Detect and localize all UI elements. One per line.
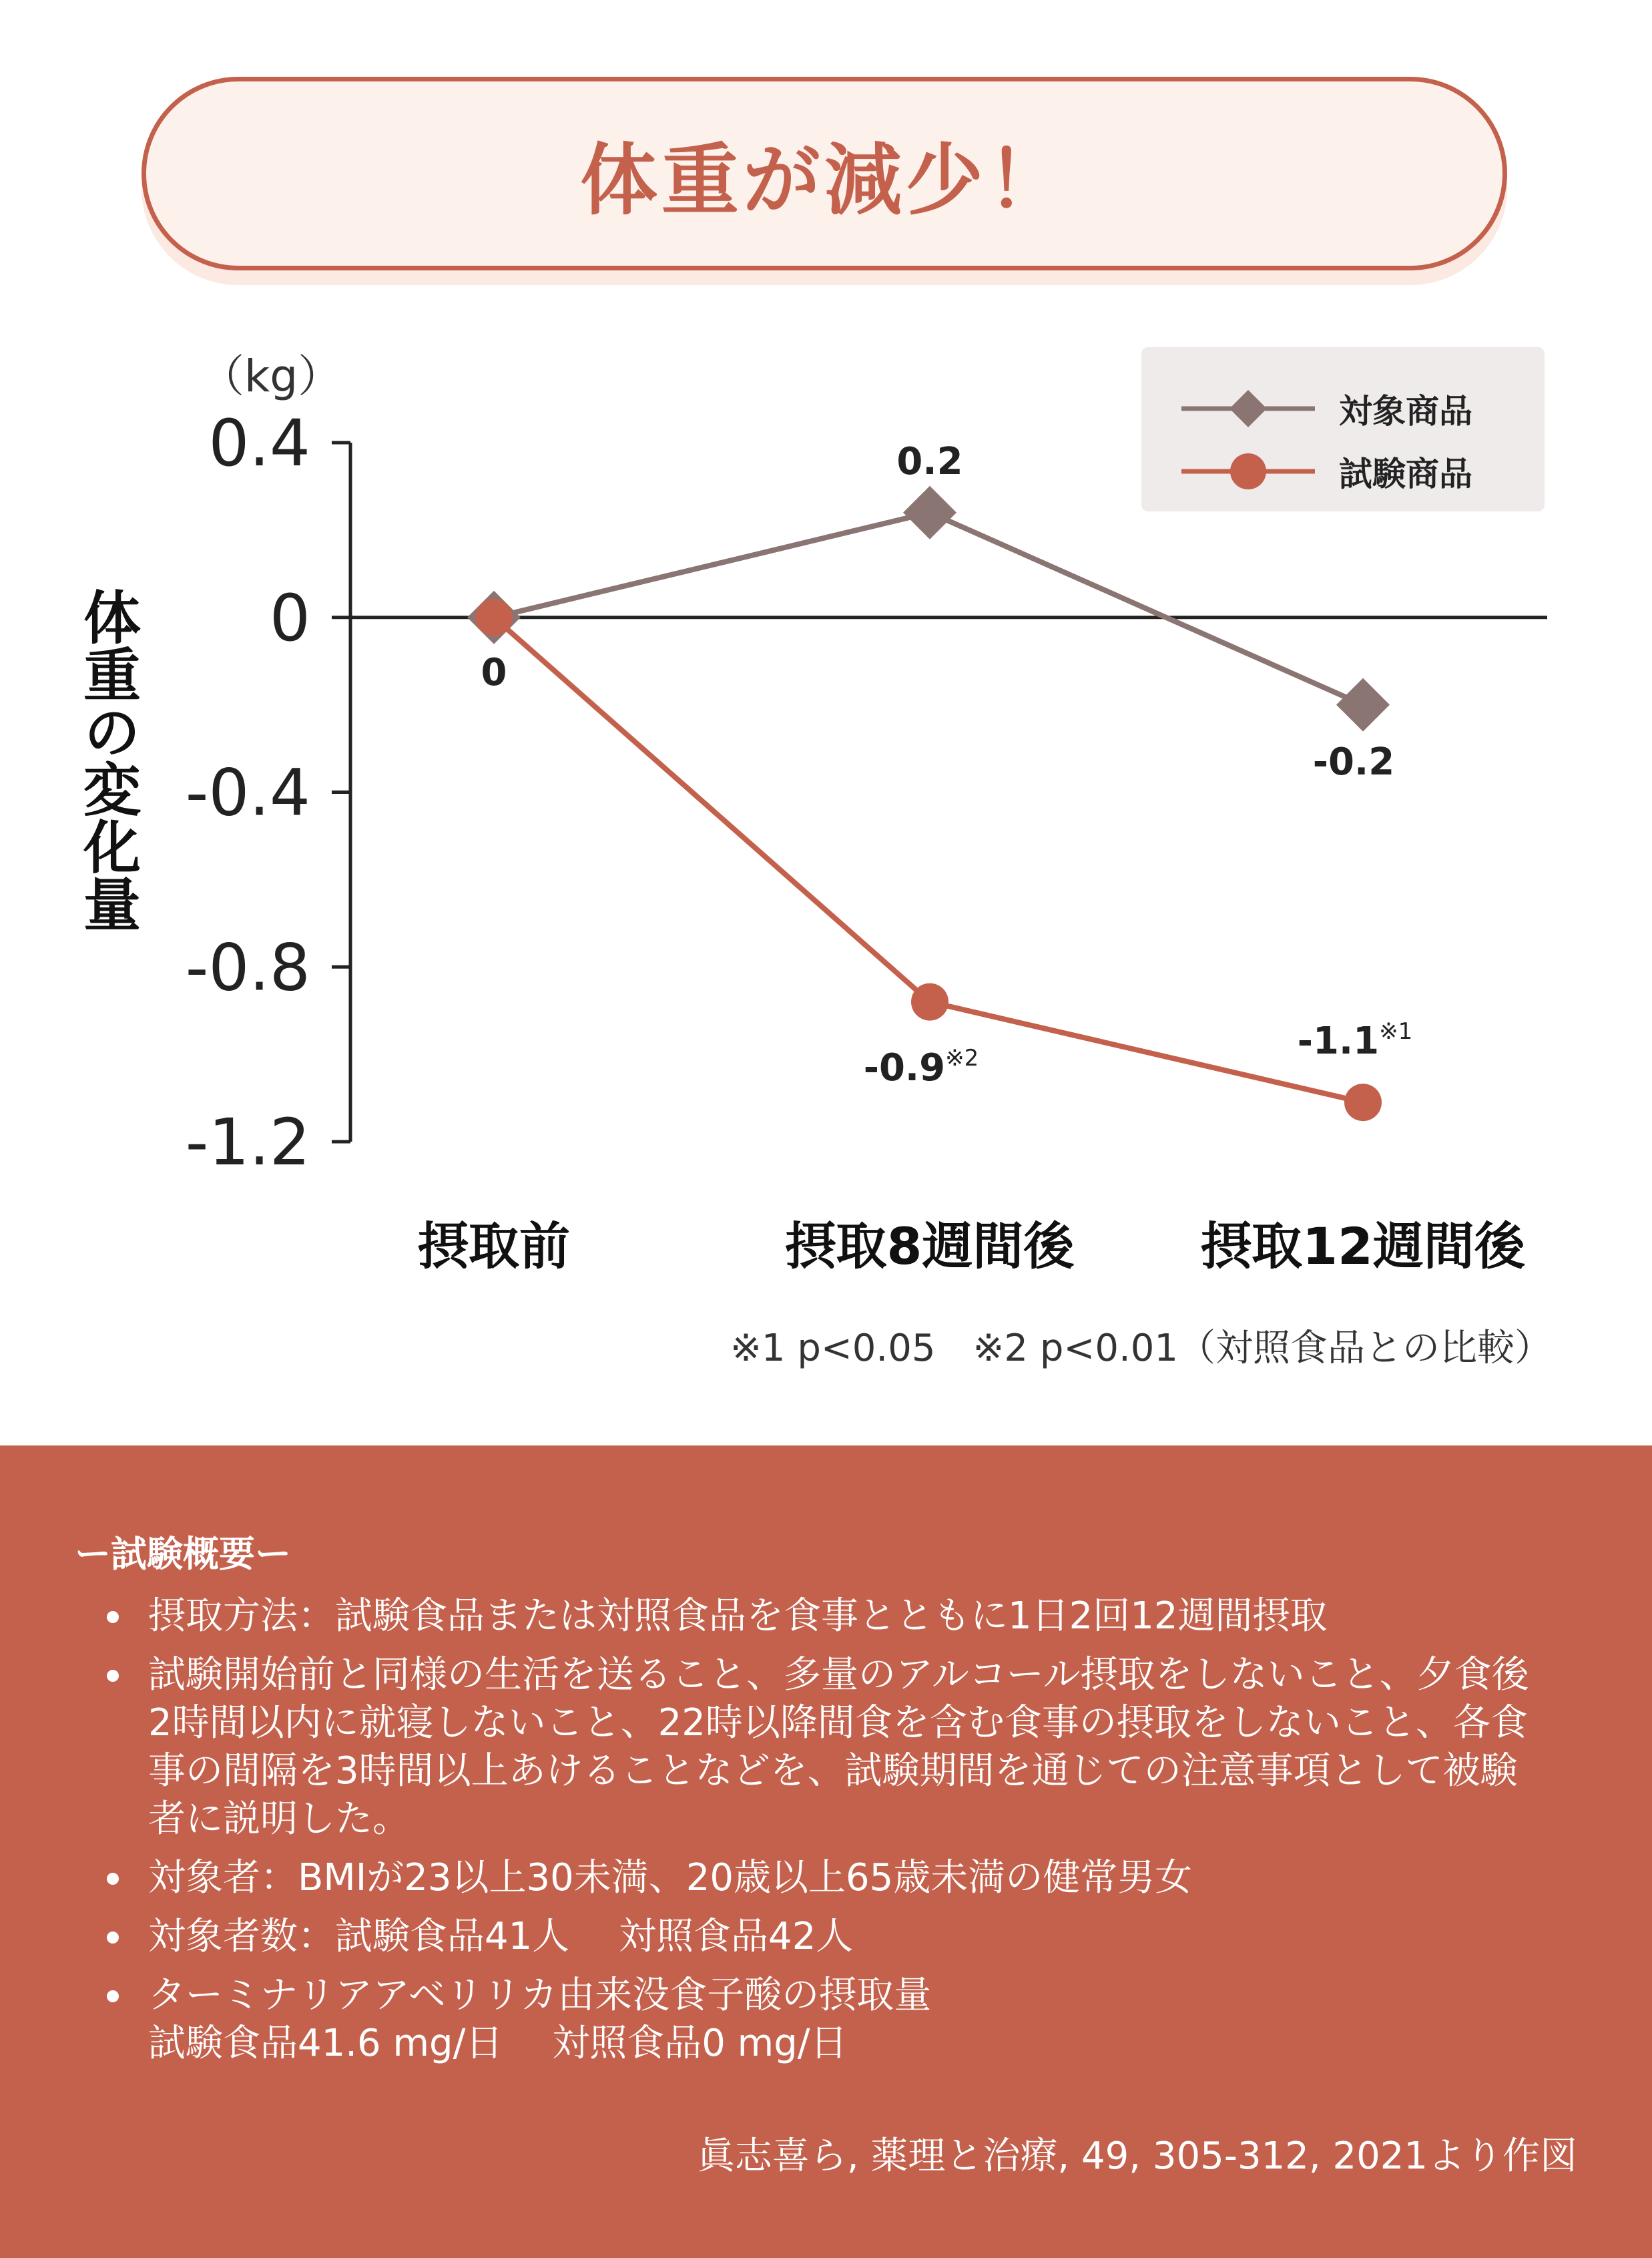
chart-legend bbox=[1141, 347, 1545, 511]
legend-label-test: 試験商品 bbox=[1339, 455, 1472, 493]
series-line-test bbox=[494, 618, 1363, 1102]
data-point-diamond bbox=[903, 486, 956, 539]
data-label: 0 bbox=[481, 651, 507, 694]
summary-item-line: 試験食品41.6 mg/日 対照食品0 mg/日 bbox=[148, 2022, 848, 2065]
y-tick-label: 0 bbox=[269, 580, 310, 656]
x-tick-label: 摂取8週間後 bbox=[785, 1216, 1075, 1276]
legend-item-test bbox=[1181, 451, 1472, 491]
y-tick-label: 0.4 bbox=[208, 406, 310, 481]
summary-item-line: 対象者：BMIが23以上30未満、20歳以上65歳未満の健常男女 bbox=[148, 1856, 1193, 1899]
data-label: -1.1$^{※1}$ bbox=[1297, 1018, 1413, 1063]
summary-item bbox=[107, 1972, 1595, 2068]
summary-item bbox=[107, 1651, 1595, 1843]
banner-title: 体重が減少！ bbox=[580, 135, 1069, 226]
series-line-control bbox=[494, 513, 1363, 705]
summary-item-line: 摂取方法：試験食品または対照食品を食事とともに1日2回12週間摂取 bbox=[148, 1594, 1328, 1638]
diamond-marker-icon bbox=[1181, 389, 1315, 429]
citation: 眞志喜ら, 薬理と治療, 49, 305-312, 2021より作図 bbox=[697, 2134, 1577, 2178]
y-axis-label: 体重の変化量 bbox=[73, 588, 140, 932]
data-point-circle bbox=[475, 599, 513, 636]
study-summary-panel bbox=[0, 1445, 1652, 2258]
significance-note: ※1 p<0.05 ※2 p<0.01（対照食品との比較） bbox=[730, 1327, 1552, 1370]
data-point-diamond bbox=[1336, 678, 1390, 732]
summary-list bbox=[107, 1592, 1595, 2078]
summary-item-line: 対象者数：試験食品41人 対照食品42人 bbox=[148, 1915, 854, 1958]
x-tick-label: 摂取12週間後 bbox=[1201, 1216, 1525, 1276]
summary-item-line: 2時間以内に就寝しないこと、22時以降間食を含む食事の摂取をしないこと、各食 bbox=[148, 1701, 1528, 1745]
data-point-circle bbox=[911, 983, 948, 1021]
summary-item bbox=[107, 1592, 1595, 1640]
summary-heading: ー試験概要ー bbox=[75, 1533, 291, 1575]
circle-marker-icon bbox=[1181, 451, 1315, 491]
legend-label-control: 対象商品 bbox=[1339, 392, 1472, 431]
x-tick-label: 摂取前 bbox=[418, 1216, 570, 1276]
legend-item-control bbox=[1181, 389, 1472, 429]
y-tick-label: -0.4 bbox=[185, 755, 310, 831]
data-label: -0.9$^{※2}$ bbox=[863, 1045, 979, 1090]
summary-item-line: 試験開始前と同様の生活を送ること、多量のアルコール摂取をしないこと、夕食後 bbox=[148, 1653, 1529, 1697]
y-axis-unit: （kg） bbox=[200, 351, 342, 402]
y-tick-label: -1.2 bbox=[185, 1105, 310, 1180]
summary-item-line: ターミナリアアベリリカ由来没食子酸の摂取量 bbox=[148, 1974, 932, 2017]
summary-item bbox=[107, 1854, 1595, 1902]
y-tick-label: -0.8 bbox=[185, 930, 310, 1005]
summary-item bbox=[107, 1913, 1595, 1961]
summary-item-line: 事の間隔を3時間以上あけることなどを、試験期間を通じての注意事項として被験 bbox=[148, 1749, 1518, 1793]
data-point-circle bbox=[1344, 1084, 1382, 1121]
data-label: -0.2 bbox=[1312, 740, 1395, 784]
summary-item-line: 者に説明した。 bbox=[148, 1797, 410, 1841]
data-label: 0.2 bbox=[896, 440, 963, 483]
